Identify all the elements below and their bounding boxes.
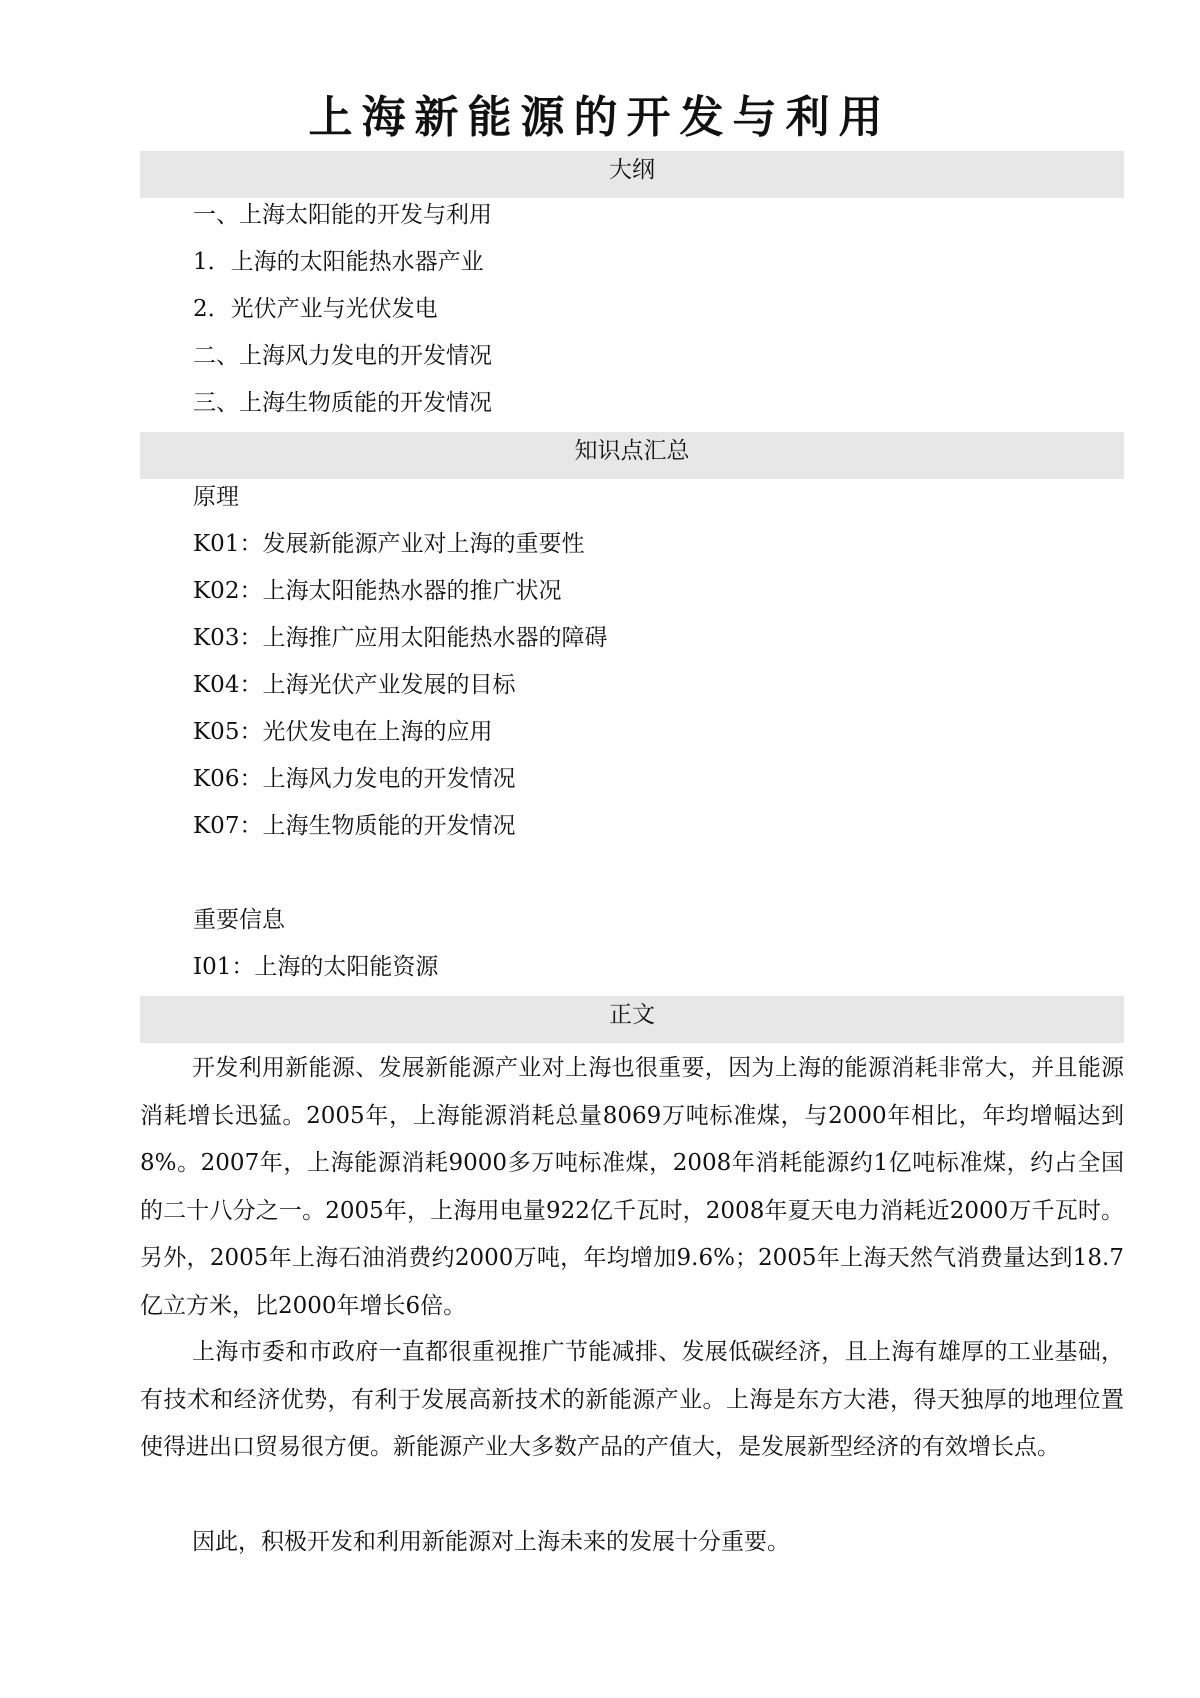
outline-item: 2．光伏产业与光伏发电 [193, 296, 438, 322]
body-paragraph: 上海市委和市政府一直都很重视推广节能减排、发展低碳经济，且上海有雄厚的工业基础，有技术和经济优势，有利于发展高新技术的新能源产业。上海是东方大港，得天独厚的地理位置使得进出口贸易很方便。新能源产业大多数产品的产值大，是发展新型经济的有效增长点。 [140, 1339, 1124, 1460]
outline-item: 三、上海生物质能的开发情况 [193, 390, 492, 416]
knowledge-point: K05：光伏发电在上海的应用 [193, 719, 493, 745]
principle-label: 原理 [193, 484, 239, 510]
body-header: 正文 [140, 996, 1124, 1043]
outline-item: 一、上海太阳能的开发与利用 [193, 202, 492, 228]
body-paragraph: 因此，积极开发和利用新能源对上海未来的发展十分重要。 [192, 1529, 790, 1555]
info-item: I01：上海的太阳能资源 [193, 954, 439, 980]
knowledge-point: K01：发展新能源产业对上海的重要性 [193, 531, 585, 557]
knowledge-point: K04：上海光伏产业发展的目标 [193, 672, 516, 698]
important-info-label: 重要信息 [193, 907, 285, 933]
knowledge-point: K07：上海生物质能的开发情况 [193, 813, 516, 839]
body-paragraph: 开发利用新能源、发展新能源产业对上海也很重要，因为上海的能源消耗非常大，并且能源消耗增长迅猛。2005年，上海能源消耗总量8069万吨标准煤，与2000年相比，年均增幅达到8%。2007年，上海能源消耗9000多万吨标准煤，2008年消耗能源约1亿吨标准煤，约占全国的二十八分之一。2005年，上海用电量922亿千瓦时，2008年夏天电力消耗近2000万千瓦时。另外，2005年上海石油消费约2000万吨，年均增加9.6%；2005年上海天然气消费量达到18.7亿立方米，比2000年增长6倍。 [140, 1055, 1124, 1319]
knowledge-point: K06：上海风力发电的开发情况 [193, 766, 516, 792]
document-title: 上海新能源的开发与利用 [308, 92, 892, 143]
knowledge-point: K03：上海推广应用太阳能热水器的障碍 [193, 625, 608, 651]
knowledge-point: K02：上海太阳能热水器的推广状况 [193, 578, 562, 604]
outline-header: 大纲 [140, 151, 1124, 198]
outline-item: 二、上海风力发电的开发情况 [193, 343, 492, 369]
knowledge-header: 知识点汇总 [140, 432, 1124, 479]
outline-item: 1．上海的太阳能热水器产业 [193, 249, 484, 275]
